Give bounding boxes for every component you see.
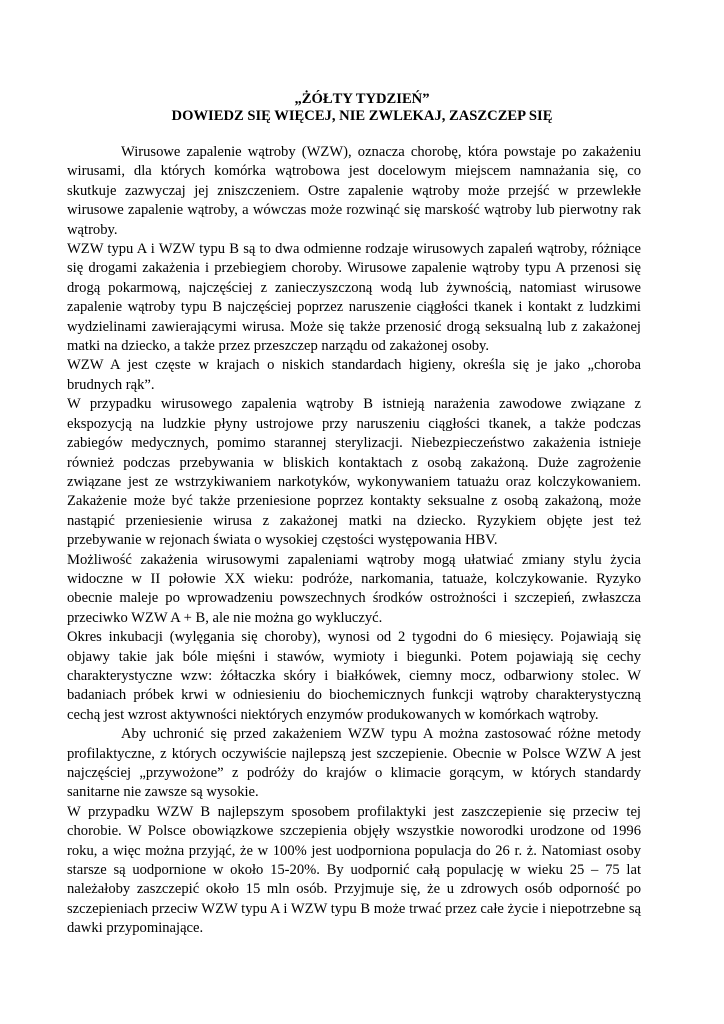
paragraph-prevention-a: Aby uchronić się przed zakażeniem WZW typu A można zastosować różne metody profilaktyczne, z których oczywiście najlepszą jest szczepienie. Obecnie w Polsce WZW A jest najczęściej „przywożone” z podróży do krajów o klimacie gorącym, w których standardy sanitarne nie zawsze są wysokie.: [67, 726, 641, 801]
paragraph-incubation: Okres inkubacji (wylęgania się choroby), wynosi od 2 tygodni do 6 miesięcy. Pojawiają się objawy takie jak bóle mięśni i stawów, wymioty i biegunki. Potem pojawiają się cechy charakterystyczne wzw: żółtaczka skóry i białkówek, ciemny mocz, odbarwiony stolec. W badaniach próbek krwi w odniesieniu do biochemicznych funkcji wątroby charakterystyczną cechą jest wzrost aktywności niektórych enzymów produkowanych w komórkach wątroby.: [67, 629, 641, 723]
document-body: [67, 143, 641, 939]
paragraph-prevention-b: W przypadku WZW B najlepszym sposobem profilaktyki jest zaszczepienie się przeciw tej chorobie. W Polsce obowiązkowe szczepienia objęły wszystkie noworodki urodzone od 1996 roku, a więc można przyjąć, że w 100% jest uodporniona populacja do 26 r. ż. Natomiast osoby starsze są uodpornione w około 15-20%. By uodpornić całą populację w wieku 25 – 75 lat należałoby zaszczepić około 15 mln osób. Przyjmuje się, że u zdrowych osób odporność po szczepieniach przeciw WZW typu A i WZW typu B może trwać przez całe życie i niepotrzebne są dawki przypominające.: [67, 803, 641, 937]
document-subtitle: DOWIEDZ SIĘ WIĘCEJ, NIE ZWLEKAJ, ZASZCZEP SIĘ: [171, 108, 553, 124]
paragraph-wzw-a: WZW A jest częste w krajach o niskich standardach higieny, określa się je jako „choroba brudnych rąk”.: [67, 357, 641, 393]
paragraph-intro: Wirusowe zapalenie wątroby (WZW), oznacza chorobę, która powstaje po zakażeniu wirusami, dla których komórka wątrobowa jest docelowym miejscem namnażania się, co skutkuje zazwyczaj jej zniszczeniem. Ostre zapalenie wątroby może przejść w przewlekłe wirusowe zapalenie wątroby, a wówczas może rozwinąć się marskość wątroby lub pierwotny rak wątroby.: [67, 144, 641, 238]
document-title: „ŻÓŁTY TYDZIEŃ”: [294, 91, 430, 107]
paragraph-lifestyle: Możliwość zakażenia wirusowymi zapaleniami wątroby mogą ułatwiać zmiany stylu życia widoczne w II połowie XX wieku: podróże, narkomania, tatuaże, kolczykowanie. Ryzyko obecnie maleje po wprowadzeniu powszechnych środków ostrożności i szczepień, zwłaszcza przeciwko WZW A + B, ale nie można go wykluczyć.: [67, 551, 641, 626]
paragraph-wzw-b-risk: W przypadku wirusowego zapalenia wątroby B istnieją narażenia zawodowe związane z ekspozycją na ludzkie płyny ustrojowe przy naruszeniu ciągłości tkanek, a także podczas zabiegów medycznych, pomimo starannej sterylizacji. Niebezpieczeństwo zakażenia istnieje również podczas przebywania w bliskich kontaktach z osobą zakażoną. Duże zagrożenie związane jest ze wstrzykiwaniem narkotyków, wykonywaniem tatuażu oraz kolczykowaniem. Zakażenie może być także przeniesione poprzez kontakty seksualne z osobą zakażoną, może nastąpić przeniesienie wirusa z zakażonej matki na dziecko. Ryzykiem objęte jest też przebywanie w rejonach świata o wysokiej częstości występowania HBV.: [67, 396, 641, 549]
paragraph-types: WZW typu A i WZW typu B są to dwa odmienne rodzaje wirusowych zapaleń wątroby, różniące się drogami zakażenia i przebiegiem choroby. Wirusowe zapalenie wątroby typu A przenosi się drogą pokarmową, najczęściej z zanieczyszczoną wodą lub żywnością, natomiast wirusowe zapalenie wątroby typu B najczęściej poprzez naruszenie ciągłości tkanek i kontakt z ludzkimi wydzielinami zawierającymi wirusa. Może się także przenosić drogą seksualną lub z zakażonej matki na dziecko, a także przez przeszczep narządu od zakażonej osoby.: [67, 241, 641, 355]
